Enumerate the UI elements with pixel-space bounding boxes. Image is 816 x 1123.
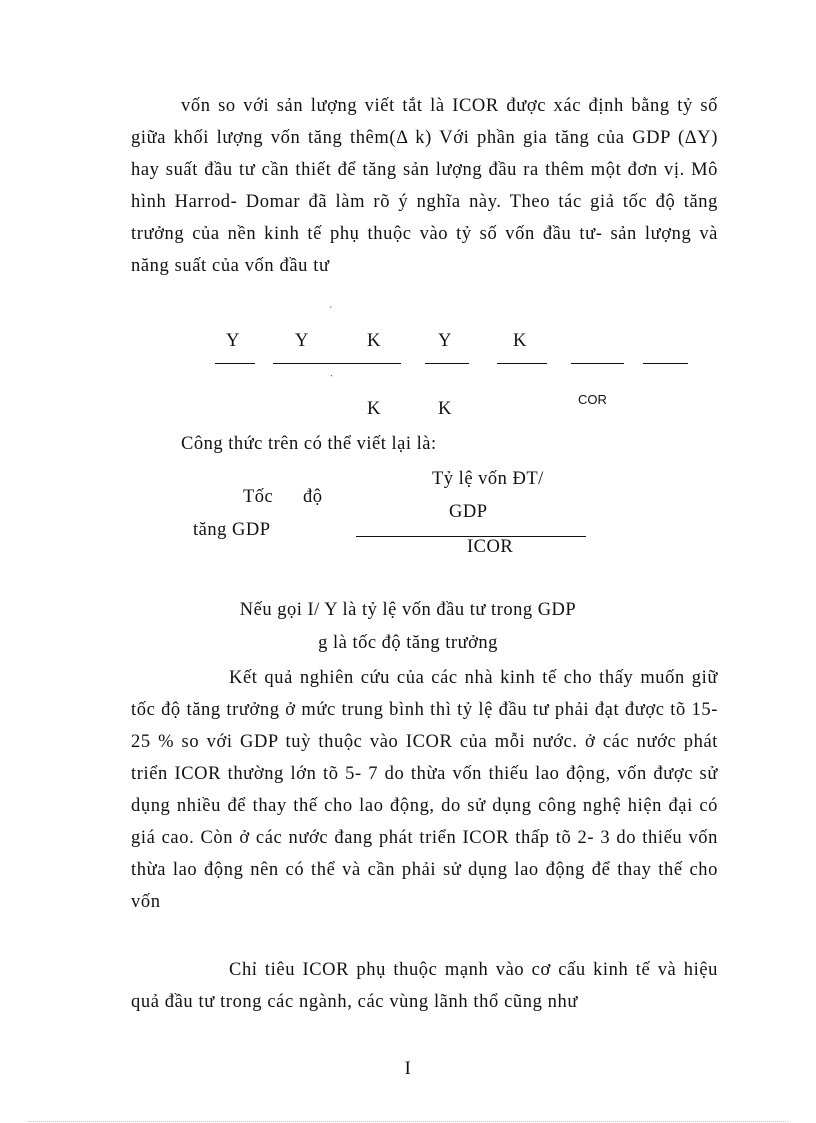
formula-numerator-y1: Y	[226, 331, 240, 351]
centered-definition-2: g là tốc độ tăng trưởng	[318, 633, 498, 653]
fraction-bar-4	[497, 363, 547, 364]
centered-definition-1: Nếu gọi I/ Y là tỷ lệ vốn đầu tư trong GDP	[239, 600, 577, 620]
formula2-numerator-line1: Tỷ lệ vốn ĐT/	[432, 469, 544, 489]
fraction-bar-6	[643, 363, 688, 364]
formula2-denominator: ICOR	[467, 537, 514, 557]
formula-denominator-k2: K	[438, 399, 452, 419]
fraction-bar-3	[425, 363, 469, 364]
fraction-bar-1	[215, 363, 255, 364]
page-number: I	[404, 1059, 412, 1079]
formula-intro-line: Công thức trên có thể viết lại là:	[181, 434, 437, 454]
formula2-numerator-line2: GDP	[449, 502, 488, 522]
fraction-bar-2	[273, 363, 401, 364]
formula2-left-do: độ	[303, 487, 323, 507]
formula-numerator-y2: Y	[295, 331, 309, 351]
formula-tick-mark-bottom: ˎ	[330, 366, 334, 377]
body-paragraph-2: Kết quả nghiên cứu của các nhà kinh tế cho thấy muốn giữ tốc độ tăng trưởng ở mức trung bình thì tỷ lệ đầu tư phải đạt được tõ 15- 25 % so với GDP tuỳ thuộc vào ICOR của mỗi nước. ở các nước phát triển ICOR thường lớn tõ 5- 7 do thừa vốn thiếu lao động, vốn được sử dụng nhiều để thay thế cho lao động, do sử dụng công nghệ hiện đại có giá cao. Còn ở các nước đang phát triển ICOR thấp tõ 2- 3 do thiếu vốn thừa lao động nên có thể và cần phải sử dụng lao động để thay thế cho vốn	[131, 668, 718, 912]
formula2-left-toc: Tốc	[243, 487, 274, 507]
body-paragraph-3: Chỉ tiêu ICOR phụ thuộc mạnh vào cơ cấu kinh tế và hiệu quả đầu tư trong các ngành, các vùng lãnh thổ cũng như	[131, 960, 718, 1012]
formula-numerator-k1: K	[367, 331, 381, 351]
formula-numerator-k2: K	[513, 331, 527, 351]
fraction-bar-5	[571, 363, 624, 364]
formula-cor-label: COR	[578, 392, 607, 407]
formula-denominator-k1: K	[367, 399, 381, 419]
formula2-left-tang-gdp: tăng GDP	[193, 520, 271, 540]
formula-numerator-y3: Y	[438, 331, 452, 351]
body-paragraph-1: vốn so với sản lượng viết tắt là ICOR được xác định bằng tỷ số giữa khối lượng vốn tăng thêm(Δ k) Với phần gia tăng của GDP (ΔY) hay suất đầu tư cần thiết để tăng sản lượng đầu ra thêm một đơn vị. Mô hình Harrod- Domar đã làm rõ ý nghĩa này. Theo tác giả tốc độ tăng trưởng của nền kinh tế phụ thuộc vào tỷ số vốn đầu tư- sản lượng và năng suất của vốn đầu tư	[131, 96, 718, 276]
page-bottom-divider	[28, 1121, 788, 1122]
formula-tick-mark-top: ˊ	[329, 306, 333, 317]
